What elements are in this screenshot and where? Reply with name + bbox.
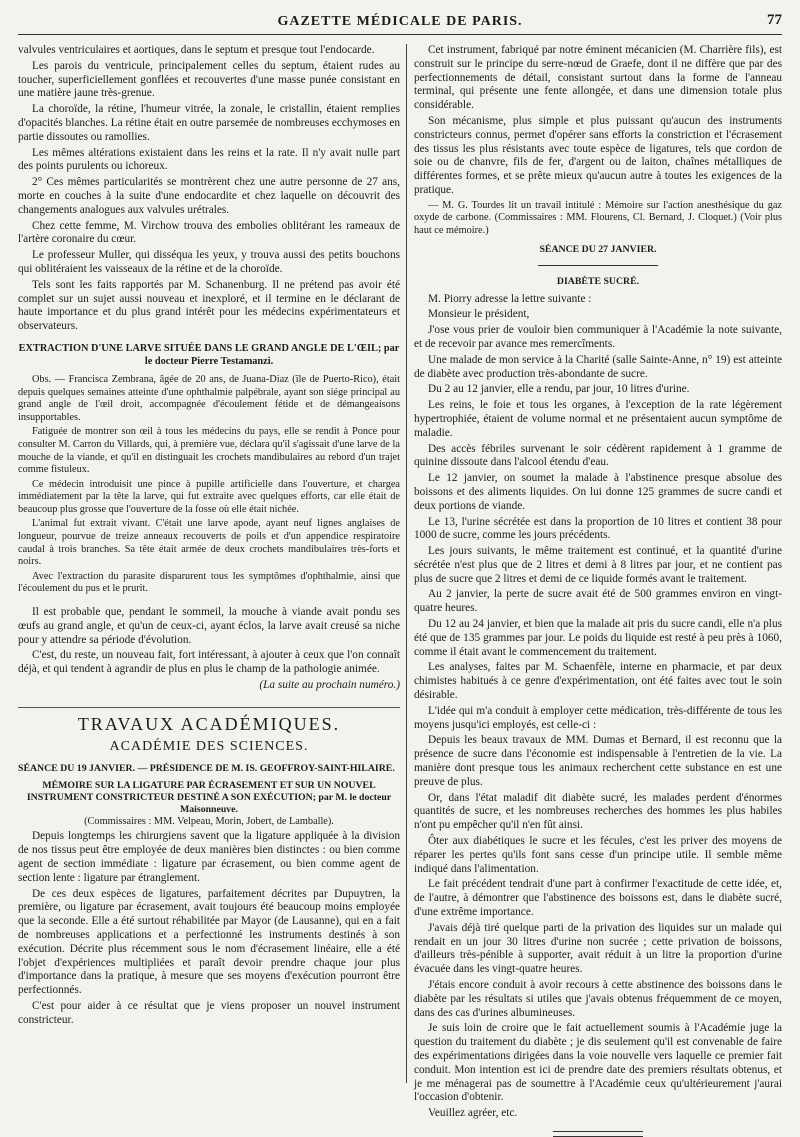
observation-paragraph: Avec l'extraction du parasite disparurent tous les symptômes d'ophthalmie, ainsi que l'écoulement du pus et le prurit. [18,570,400,595]
paragraph: Depuis les beaux travaux de MM. Dumas et Bernard, il est reconnu que la présence de sucre dans l'économie est indispensable à l'entretien de la vie. La manière dont presque tous les animaux recherchent cette substance en est une preuve de plus. [414,734,782,788]
paragraph: Les parois du ventricule, principalement celles du septum, étaient rudes au toucher, superficiellement gonflées et recouvertes d'une masse punée consistant en une matière jaune très-grenue. [18,59,400,100]
left-column [18,44,400,1085]
salutation: Monsieur le président, [428,308,530,321]
paragraph: Les reins, le foie et tous les organes, à l'exception de la rate légèrement hypertrophiée, étaient de volume normal et ne présentaient aucun symptôme de maladie. [414,399,782,439]
right-column [414,44,782,1120]
end-rule [553,1131,643,1137]
paragraph: Or, dans l'état maladif dit diabète sucré, les malades perdent d'énormes quantités de sucre, et les nombreuses recherches des hommes les plus habiles n'ont pu empêcher qu'il n'en fût ainsi. [414,791,782,832]
page-number: 77 [767,12,782,28]
paragraph: Les mêmes altérations existaient dans les reins et la rate. Il n'y avait nulle part des points purulents ou ichoreux. [18,146,400,173]
paragraph: J'étais encore conduit à avoir recours à cette abstinence des boissons dans le diabète par les résultats si utiles que j'avais obtenus fréquemment de ce moyen, dans des cas d'urines albumineuses. [414,979,782,1019]
article-title: EXTRACTION D'UNE LARVE SITUÉE DANS LE GRAND ANGLE DE L'ŒIL; par le docteur Pierre Testamanzi. [18,342,400,367]
article-title: DIABÈTE SUCRÉ. [556,275,640,287]
paragraph: Je suis loin de croire que le fait actuellement soumis à l'Académie juge la question du traitement du diabète ; je dis seulement qu'il est convenable de faire des expérimentations dirigées dans la voie nouvelle vers laquelle ce premier fait conduit. Mon intention est ici de prendre date des premiers résultats obtenus, et je me ménagerai pas de soumettre à l'Académie ceux qu'ultérieurement j'aurai l'occasion d'obtenir. [414,1022,782,1104]
paragraph: M. Piorry adresse la lettre suivante : [428,292,592,305]
paragraph: Cet instrument, fabriqué par notre éminent mécanicien (M. Charrière fils), est construit sur le principe du serre-nœud de Graefe, dont il ne diffère que par des perfectionnements de détail, consistant surtout dans la forme de l'anneau terminal, qui présente une fente allongée, et dans une dimension totale plus considérable. [414,44,782,112]
session-line: SÉANCE DU 19 JANVIER. — PRÉSIDENCE DE M. IS. GEOFFROY-SAINT-HILAIRE. [18,762,395,774]
paragraph: Du 2 au 12 janvier, elle a rendu, par jour, 10 litres d'urine. [428,383,690,396]
paragraph: 2° Ces mêmes particularités se montrèrent chez une autre personne de 27 ans, morte en couches à la suite d'une endocardite et chez laquelle on découvrit des changements analogues aux valvules urétrales. [18,176,400,216]
closing: Veuillez agréer, etc. [428,1107,518,1120]
observation-paragraph: L'animal fut extrait vivant. C'était une larve apode, ayant neuf lignes anglaises de longueur, pourvue de treize anneaux recouverts de poils et d'un appendice respiratoire caudal à trois branches. Sa tête était armée de deux crochets mandibulaires très-forts et noirs. [18,518,400,568]
page-header [18,14,782,35]
paragraph: De ces deux espèces de ligatures, parfaitement décrites par Dupuytren, la première, ou ligature par écrasement, avait toujours été beaucoup moins employée que la seconde. Elle a été surtout réhabilitée par Mayor (de Lausanne), qui en a fait de nombreuses applications et a perfectionné les instruments destinés à son exécution. Décrite plus récemment sous le nom d'écrasement linéaire, elle a été l'objet d'expériences multipliées et paraît devoir prendre chaque jour plus d'importance dans la pratique, à mesure que ses moyens d'exécution pourront être perfectionnés. [18,887,400,997]
paragraph: Ôter aux diabétiques le sucre et les fécules, c'est les priver des moyens de réparer les pertes qu'ils font sans cesse d'un principe utile. Il semble même indiqué dans l'alimentation. [414,835,782,875]
session-line: SÉANCE DU 27 JANVIER. [539,243,657,255]
paragraph: — M. G. Tourdes lit un travail intitulé : Mémoire sur l'action anesthésique du gaz oxyde de carbone. (Commissaires : MM. Flourens, Cl. Bernard, J. Cloquet.) (Voir plus haut ce mémoire.) [414,199,782,236]
paragraph: J'avais déjà tiré quelque parti de la privation des liquides sur un malade qui rendait en un jour 30 litres d'urine non sucrée ; cette privation de boissons, d'ailleurs très-pénible à supporter, avait réduit à un litre la proportion d'urine évacuée dans les vingt-quatre heures. [414,921,782,976]
observation-paragraph: Obs. — Francisca Zembrana, âgée de 20 ans, de Juana-Diaz (île de Puerto-Rico), était depuis quelques semaines atteinte d'une ophthalmie palpébrale, ayant son siége principal au grand angle de l'œil droit, accompagnée d'écoulement fétide et de démangeaisons insupportables. [18,373,400,423]
paragraph: Du 12 au 24 janvier, et bien que la malade ait pris du sucre candi, elle n'a plus été que de 135 grammes par jour. Le poids du liquide est resté à peu près à 1060, comme il était avant le commencement du traitement. [414,618,782,658]
observation-paragraph: Ce médecin introduisit une pince à pupille artificielle dans l'ouverture, et chargea immédiatement par la tête la larve, qui fut extraite avec quelques efforts, car elle était de beaucoup plus grosse que l'ouverture de la fosse où elle était nichée. [18,478,400,515]
memoir-title: MÉMOIRE SUR LA LIGATURE PAR ÉCRASEMENT ET SUR UN NOUVEL INSTRUMENT CONSTRICTEUR DESTINÉ A SON EXÉCUTION; par M. le docteur Maisonneuve. [26,779,392,815]
paragraph: Les analyses, faites par M. Schaenfèle, interne en pharmacie, et par deux chimistes habitués à ce genre d'expérimentation, ont été faites avec tout le soin désirable. [414,661,782,702]
section-heading: TRAVAUX ACADÉMIQUES. [18,707,400,735]
paragraph: Le 13, l'urine sécrétée est dans la proportion de 10 litres et contient 38 pour 1000 de sucre, comme les jours précédents. [414,515,782,542]
column-divider [406,44,407,1083]
paragraph: Tels sont les faits rapportés par M. Schanenburg. Il ne prétend pas avoir été complet sur un sujet aussi nouveau et inexploré, et il termine en le déclarant de haute importance et du plus grand intérêt pour les médecins expérimentateurs et observateurs. [18,278,400,333]
paragraph: C'est pour aider à ce résultat que je viens proposer un nouvel instrument constricteur. [18,999,400,1026]
paragraph: Chez cette femme, M. Virchow trouva des embolies oblitérant les rameaux de l'artère coronaire du cœur. [18,219,400,246]
paragraph: Il est probable que, pendant le sommeil, la mouche à viande avait pondu ses œufs au grand angle, et qu'un de ceux-ci, ayant éclos, la larve avait creusé sa niche pour y attendre sa période d'évolution. [18,606,400,646]
paragraph: Le 12 janvier, on soumet la malade à l'abstinence presque absolue des boissons et des aliments liquides. On lui donne 125 grammes de sucre candi et deux portions de viande. [414,472,782,512]
observation-paragraph: Fatiguée de montrer son œil à tous les médecins du pays, elle se rendit à Ponce pour consulter M. Carron du Villards, qui, à première vue, déclara qu'il s'agissait d'une larve de la mouche de la viande, et qu'il en distinguait les crochets mandibulaires au rebord d'un trajet comme fistuleux. [18,426,400,476]
paragraph: valvules ventriculaires et aortiques, dans le septum et presque tout l'endocarde. [18,44,375,56]
divider [538,265,658,266]
paragraph: La choroïde, la rétine, l'humeur vitrée, la zonale, le cristallin, étaient remplies d'opacités blanches. La rétine était en outre parsemée de nombreuses ecchymoses en partie dissoutes ou ramollies. [18,103,400,143]
paragraph: J'ose vous prier de vouloir bien communiquer à l'Académie la note suivante, et de recevoir par avance mes remercîments. [414,324,782,350]
commissioners: (Commissaires : MM. Velpeau, Morin, Jobert, de Lamballe). [84,815,334,827]
paragraph: Les jours suivants, le même traitement est continué, et la quantité d'urine sécrétée n'est plus que de 2 litres et demi à 8 litres par jour, et ne contient pas plus de sucre que 2 litres et demi de ce liquide formés avant le traitement. [414,545,782,585]
paragraph: Depuis longtemps les chirurgiens savent que la ligature appliquée à la division de nos tissus peut être employée de deux manières bien distinctes : ou bien comme agent de section immédiate : ligature par écrasement, ou bien comme agent de section lente : ligature par étranglement. [18,830,400,884]
paragraph: Une malade de mon service à la Charité (salle Sainte-Anne, n° 19) est atteinte de diabète avec production très-abondante de sucre. [414,353,782,380]
paragraph: L'idée qui m'a conduit à employer cette médication, très-différente de tous les moyens jusqu'ici employés, est celle-ci : [414,704,782,731]
paragraph: C'est, du reste, un nouveau fait, fort intéressant, à ajouter à ceux que l'on connaît déjà, et qui tendent à agrandir de plus en plus le champ de la pathologie animée. [18,649,400,676]
continuation-note: (La suite au prochain numéro.) [259,679,400,692]
subsection-heading: ACADÉMIE DES SCIENCES. [109,738,309,754]
paragraph: Au 2 janvier, la perte de sucre avait été de 500 grammes environ en vingt-quatre heures. [414,588,782,615]
paragraph: Des accès fébriles survenant le soir cédèrent rapidement à 1 gramme de quinine dissoute dans l'alcool étendu d'eau. [414,442,782,469]
paragraph: Le professeur Muller, qui disséqua les yeux, y trouva aussi des petits bouchons qui oblitéraient les vaisseaux de la rétine et de la choroïde. [18,249,400,275]
paragraph: Son mécanisme, plus simple et plus puissant qu'aucun des instruments constricteurs connus, permet d'opérer sans efforts la constriction et l'écrasement des tissus les plus résistants avec toute espèce de ligatures, tels que cordon de soie ou de chanvre, fils de fer, d'argent ou de laiton, chaînes métalliques de différentes formes, et se prête mieux qu'aucun autre à toutes les exigences de la pratique. [414,114,782,196]
journal-title: GAZETTE MÉDICALE DE PARIS. [277,14,523,29]
paragraph: Le fait précédent tendrait d'une part à confirmer l'exactitude de cette idée, et, de l'autre, à démontrer que l'abstinence des boissons est, dans le diabète sucré, d'une extrême importance. [414,878,782,919]
